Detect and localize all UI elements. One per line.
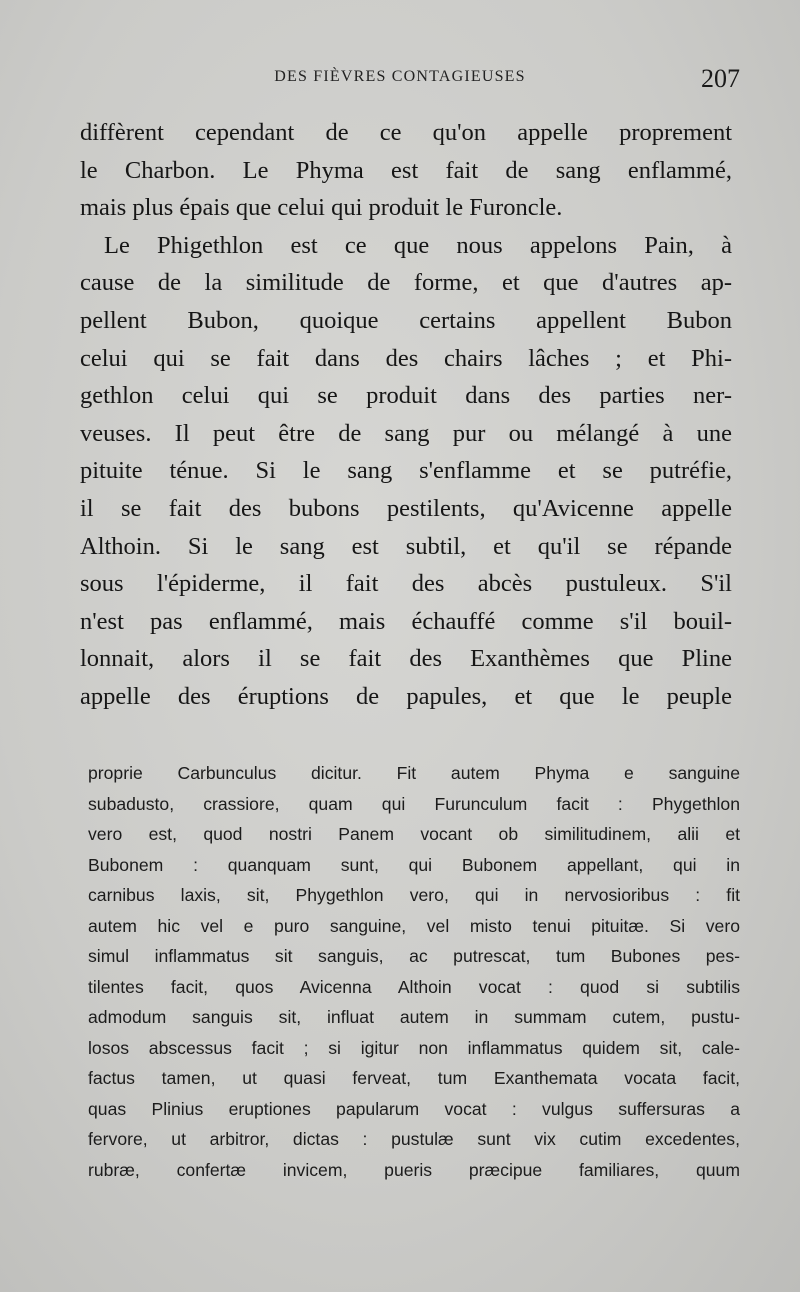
- text-line: sous l'épiderme, il fait des abcès pustuleux. S'il: [80, 570, 732, 598]
- text-line: diffèrent cependant de ce qu'on appelle proprement: [80, 119, 732, 146]
- footnote-line: rubræ, confertæ invicem, pueris præcipue familiares, quum: [88, 1159, 740, 1180]
- page-number: 207: [701, 64, 740, 93]
- text-line: celui qui se fait dans des chairs lâches ; et Phi-: [80, 344, 732, 372]
- footnote: [88, 758, 740, 1185]
- running-head: [80, 66, 740, 96]
- footnote-line: vero est, quod nostri Panem vocant ob similitudinem, alii et: [88, 824, 740, 844]
- text-line: veuses. Il peut être de sang pur ou mélangé à une: [80, 419, 732, 447]
- footnote-line: admodum sanguis sit, influat autem in summam cutem, pustu-: [88, 1007, 740, 1027]
- text-line: Althoin. Si le sang est subtil, et qu'il se répande: [80, 532, 732, 560]
- footnote-line: carnibus laxis, sit, Phygethlon vero, qui in nervosioribus : fit: [88, 885, 740, 905]
- footnote-line: quas Plinius eruptiones papularum vocat : vulgus suffersuras a: [88, 1098, 740, 1119]
- text-line: gethlon celui qui se produit dans des parties ner-: [80, 382, 732, 410]
- footnote-line: factus tamen, ut quasi ferveat, tum Exanthemata vocata facit,: [88, 1068, 740, 1088]
- text-line: pellent Bubon, quoique certains appellent Bubon: [80, 306, 732, 334]
- text-line: cause de la similitude de forme, et que d'autres ap-: [80, 269, 732, 297]
- text-line: lonnait, alors il se fait des Exanthèmes que Pline: [80, 645, 732, 673]
- text-line: n'est pas enflammé, mais échauffé comme s'il bouil-: [80, 607, 732, 635]
- footnote-line: losos abscessus facit ; si igitur non inflammatus quidem sit, cale-: [88, 1037, 740, 1058]
- footnote-line: Bubonem : quanquam sunt, qui Bubonem appellant, qui in: [88, 854, 740, 875]
- footnote-line: proprie Carbunculus dicitur. Fit autem Phyma e sanguine: [88, 763, 740, 783]
- text-line: pituite ténue. Si le sang s'enflamme et se putréfie,: [80, 457, 732, 485]
- text-line: le Charbon. Le Phyma est fait de sang enflammé,: [80, 156, 732, 184]
- footnote-line: fervore, ut arbitror, dictas : pustulæ sunt vix cutim excedentes,: [88, 1129, 740, 1149]
- footnote-line: autem hic vel e puro sanguine, vel misto tenui pituitæ. Si vero: [88, 915, 740, 936]
- main-text: [80, 114, 732, 716]
- text-line: Le Phigethlon est ce que nous appelons Pain, à: [104, 231, 732, 259]
- text-line: mais plus épais que celui qui produit le Furoncle.: [80, 194, 563, 222]
- footnote-line: tilentes facit, quos Avicenna Althoin vocat : quod si subtilis: [88, 976, 740, 997]
- footnote-line: simul inflammatus sit sanguis, ac putrescat, tum Bubones pes-: [88, 946, 740, 966]
- running-title: DES FIÈVRES CONTAGIEUSES: [274, 68, 526, 85]
- text-line: appelle des éruptions de papules, et que le peuple: [80, 682, 732, 710]
- text-line: il se fait des bubons pestilents, qu'Avicenne appelle: [80, 494, 732, 522]
- footnote-line: subadusto, crassiore, quam qui Furunculum facit : Phygethlon: [88, 793, 740, 814]
